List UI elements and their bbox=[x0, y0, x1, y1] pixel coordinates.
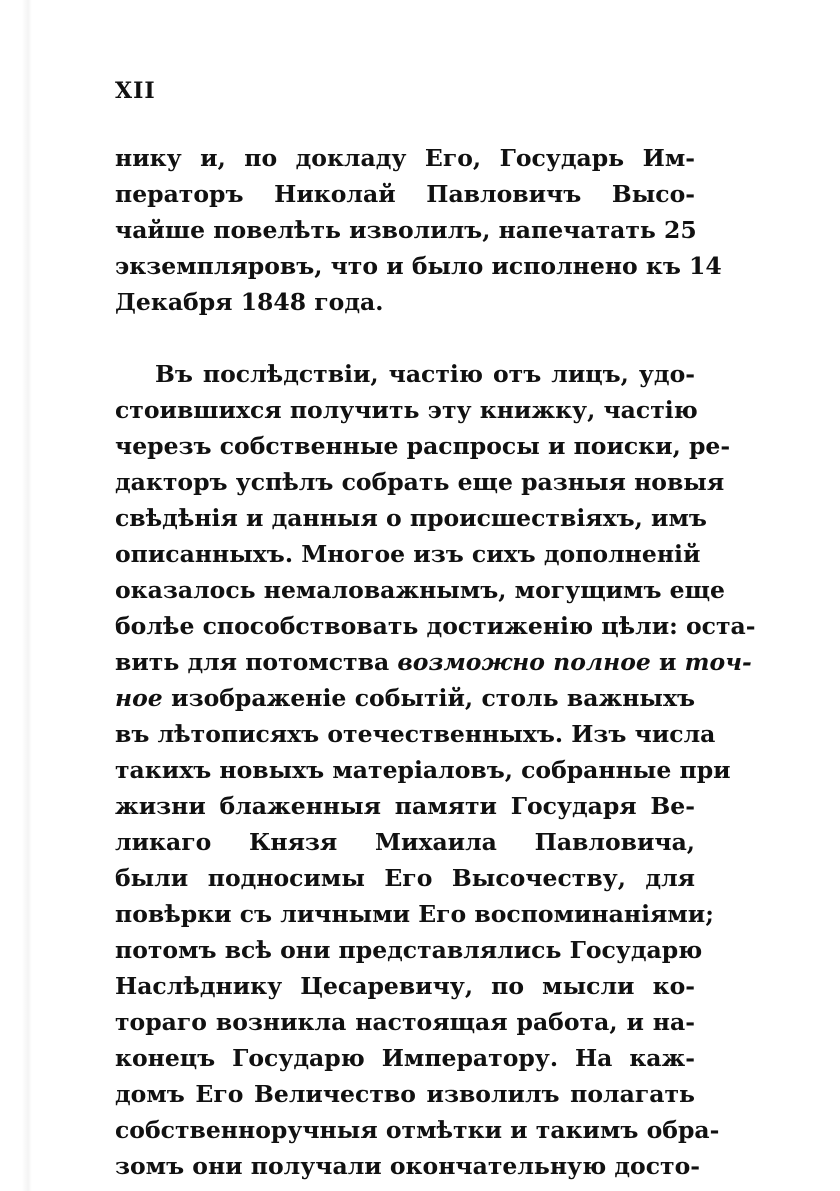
text-line: въ лѣтописяхъ отечественныхъ. Изъ числа bbox=[115, 720, 716, 748]
text-line-italic-mix bbox=[115, 680, 695, 716]
text-line: конецъ Государю Императору. На каж- bbox=[115, 1044, 695, 1072]
text-line: Наслѣднику Цесаревичу, по мысли ко- bbox=[115, 972, 695, 1000]
text-line: чайше повелѣть изволилъ, напечатать 25 bbox=[115, 216, 697, 244]
text-line: оказалось немаловажнымъ, могущимъ еще bbox=[115, 576, 726, 604]
text-line: описанныхъ. Многое изъ сихъ дополненій bbox=[115, 540, 701, 568]
text-line: Декабря 1848 года. bbox=[115, 288, 384, 316]
text-line: жизни блаженныя памяти Государя Ве- bbox=[115, 792, 695, 820]
italic-phrase: возможно полное bbox=[397, 648, 651, 676]
text-span: вить для потомства bbox=[115, 648, 398, 676]
text-line: потомъ всѣ они представлялись Государю bbox=[115, 936, 703, 964]
text-line: собственноручныя отмѣтки и такимъ обра- bbox=[115, 1116, 720, 1144]
scan-edge-shadow bbox=[22, 0, 32, 1191]
italic-phrase: точ- bbox=[684, 648, 752, 676]
text-line: свѣдѣнія и данныя о происшествіяхъ, имъ bbox=[115, 504, 707, 532]
text-line: ператоръ Николай Павловичъ Высо- bbox=[115, 180, 695, 208]
text-line: болѣе способствовать достиженію цѣли: оста- bbox=[115, 612, 756, 640]
text-line: черезъ собственные распросы и поиски, ре- bbox=[115, 432, 731, 460]
text-line-italic-mix bbox=[115, 644, 752, 680]
text-line: зомъ они получали окончательную досто- bbox=[115, 1152, 701, 1180]
page-number: XII bbox=[115, 78, 156, 104]
text-line: такихъ новыхъ матеріаловъ, собранные при bbox=[115, 756, 731, 784]
text-line: ликаго Князя Михаила Павловича, bbox=[115, 828, 695, 856]
text-line: домъ Его Величество изволилъ полагать bbox=[115, 1080, 695, 1108]
text-line: нику и, по докладу Его, Государь Им- bbox=[115, 144, 695, 172]
text-line: Въ послѣдствіи, частію отъ лицъ, удо- bbox=[155, 360, 695, 388]
text-line: экземпляровъ, что и было исполнено къ 14 bbox=[115, 252, 722, 280]
text-line: стоившихся получить эту книжку, частію bbox=[115, 396, 698, 424]
italic-phrase: ное bbox=[115, 684, 163, 712]
text-line: повѣрки съ личными Его воспоминаніями; bbox=[115, 900, 714, 928]
text-line: дакторъ успѣлъ собрать еще разныя новыя bbox=[115, 468, 725, 496]
text-line: тораго возникла настоящая работа, и на- bbox=[115, 1008, 695, 1036]
text-span: и bbox=[650, 648, 685, 676]
text-line: были подносимы Его Высочеству, для bbox=[115, 864, 695, 892]
text-span: изображеніе событій, столь важныхъ bbox=[162, 684, 695, 712]
